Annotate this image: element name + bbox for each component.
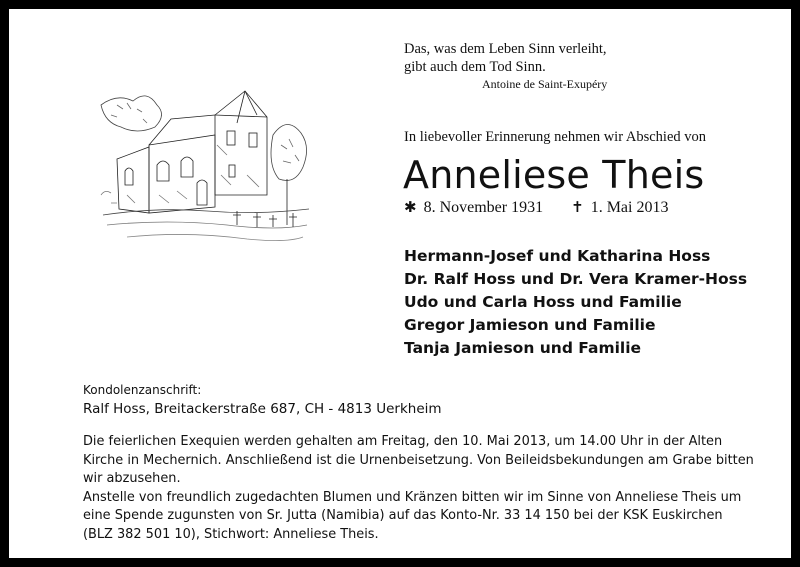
quote-block <box>404 40 607 92</box>
body-line: Kirche in Mechernich. Anschließend ist die Urnenbeisetzung. Von Beileidsbekundungen am Grabe bitten <box>83 452 754 468</box>
church-drawing-icon <box>97 75 313 257</box>
address-label: Kondolenzanschrift: <box>83 383 202 397</box>
condolence-address <box>83 382 442 420</box>
body-line: Die feierlichen Exequien werden gehalten am Freitag, den 10. Mai 2013, um 14.00 Uhr in der Alten <box>83 434 723 449</box>
life-dates <box>404 197 668 218</box>
address-value: Ralf Hoss, Breitackerstraße 687, CH - 4813 Uerkheim <box>83 401 442 417</box>
body-line: eine Spende zugunsten von Sr. Jutta (Namibia) auf das Konto-Nr. 33 14 150 bei der KSK Euskirchen <box>83 508 723 523</box>
star-icon: ✱ <box>404 198 417 216</box>
body-line: (BLZ 382 501 10), Stichwort: Anneliese Theis. <box>83 526 379 542</box>
birth-date-text: 8. November 1931 <box>423 199 544 216</box>
cross-icon: ✝ <box>571 198 584 216</box>
family-member: Tanja Jamieson und Familie <box>404 339 642 357</box>
quote-author: Antoine de Saint-Exupéry <box>482 77 608 91</box>
family-member: Udo und Carla Hoss und Familie <box>404 293 682 311</box>
family-member: Gregor Jamieson und Familie <box>404 316 656 334</box>
body-line: Anstelle von freundlich zugedachten Blumen und Kränzen bitten wir im Sinne von Anneliese Theis um <box>83 489 742 505</box>
family-member: Hermann-Josef und Katharina Hoss <box>404 247 711 265</box>
quote-line-1: Das, was dem Leben Sinn verleiht, <box>404 41 607 57</box>
family-list <box>404 245 747 360</box>
birth-date <box>404 197 543 218</box>
death-date <box>571 197 668 218</box>
family-member: Dr. Ralf Hoss und Dr. Vera Kramer-Hoss <box>404 270 748 288</box>
quote-line-2: gibt auch dem Tod Sinn. <box>404 59 546 75</box>
death-date-text: 1. Mai 2013 <box>590 199 669 216</box>
service-details <box>83 433 754 544</box>
intro-text: In liebevoller Erinnerung nehmen wir Abschied von <box>404 129 707 145</box>
deceased-name: Anneliese Theis <box>403 153 705 197</box>
body-line: wir abzusehen. <box>83 471 181 486</box>
